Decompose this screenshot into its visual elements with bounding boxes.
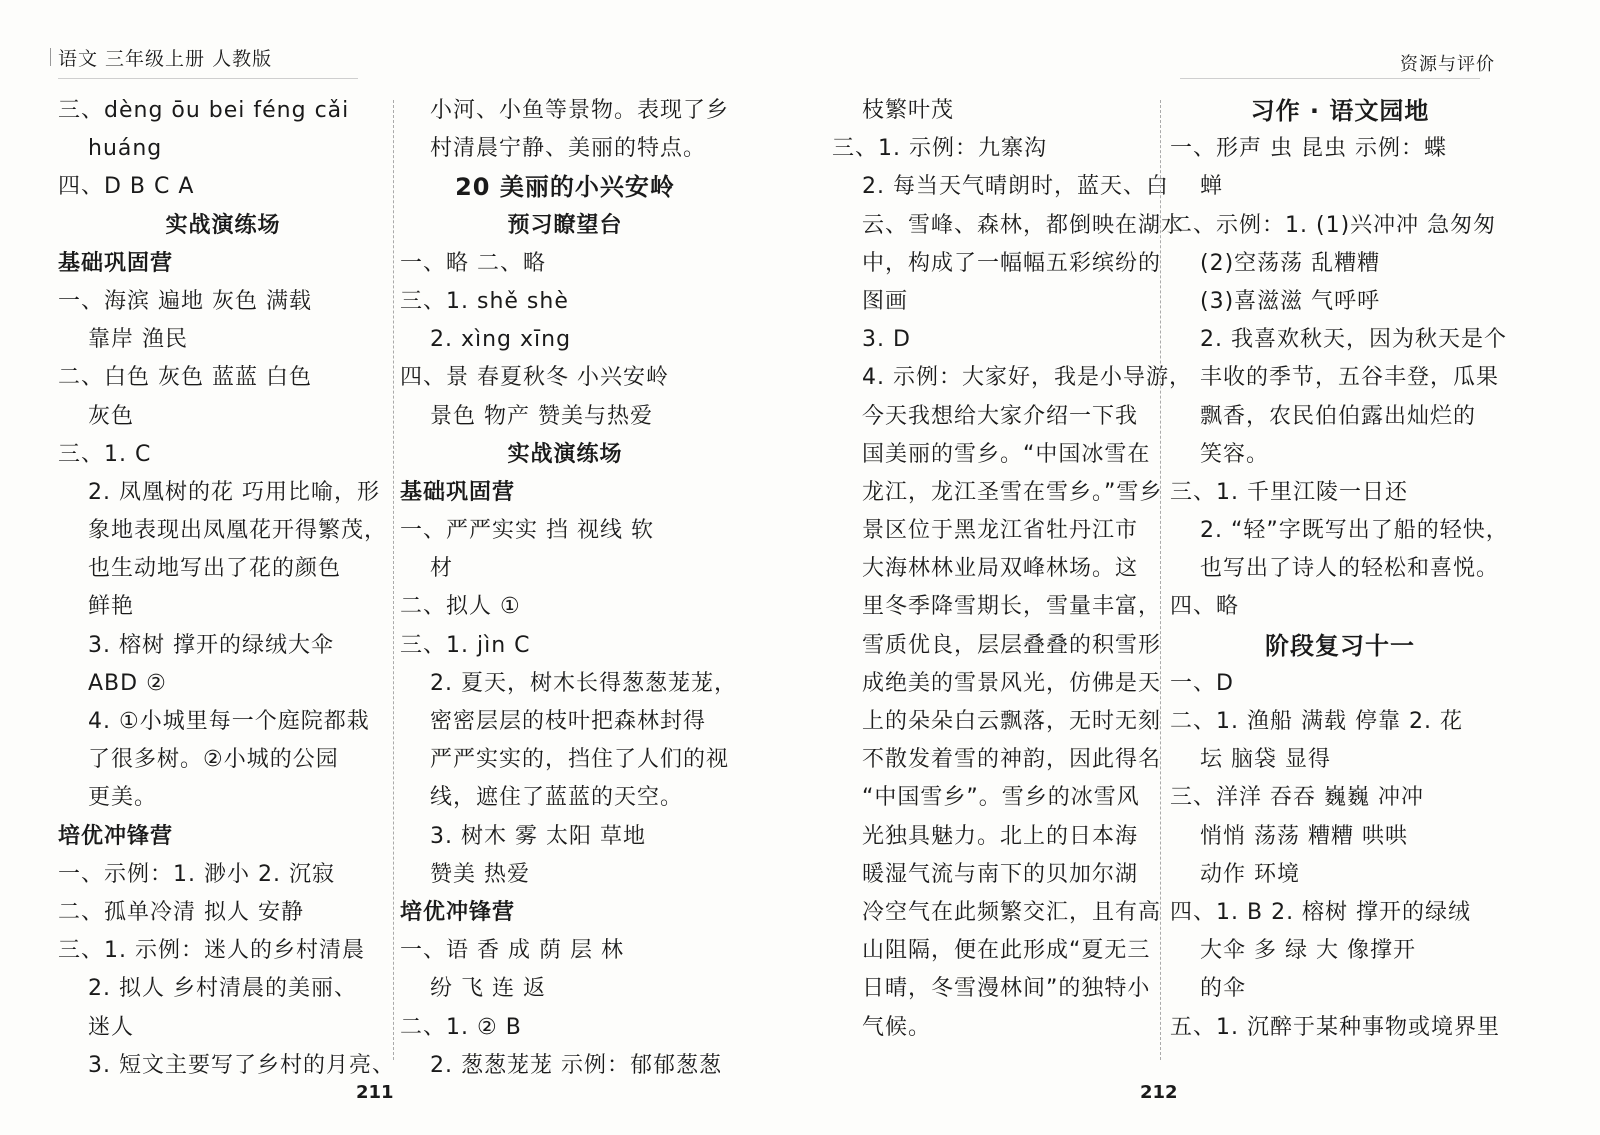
answer-line: 小河、小鱼等景物。表现了乡 [430,98,730,123]
answer-line: 4. 示例：大家好，我是小导游， [862,365,1192,391]
answer-line: 鲜艳 [88,594,135,620]
answer-line: 三、1. 千里江陵一日还 [1170,479,1408,505]
book-title-text: 语文 三年级上册 人教版 [58,48,273,70]
answer-line: 4. ①小城里每一个庭院都栽 [88,709,370,734]
subsection-heading: 基础巩固营 [58,250,174,276]
answer-line: 赞美 热爱 [430,861,530,887]
answer-line: 二、白色 灰色 蓝蓝 白色 [58,365,312,391]
answer-line: ABD ② [88,670,167,696]
answer-line: 二、孤单冷清 拟人 安静 [58,899,304,925]
answer-line: 丰收的季节，五谷丰登，瓜果 [1200,365,1500,391]
answer-line: 灰色 [88,403,135,429]
answer-line: 国美丽的雪乡。“中国冰雪在 [862,441,1151,467]
answer-line: 气候。 [862,1014,932,1040]
answer-line: 2. 每当天气晴朗时，蓝天、白 [862,174,1169,200]
answer-column-4 [1170,92,1510,1047]
answer-line: 三、洋洋 吞吞 巍巍 冲冲 [1170,785,1424,811]
section-heading: 预习瞭望台 [507,212,623,238]
answer-line: 飘香，农民伯伯露出灿烂的 [1200,403,1477,429]
subsection-heading: 培优冲锋营 [58,823,174,849]
answer-line: (2)空荡荡 乱糟糟 [1200,250,1381,276]
answer-line: 3. 榕树 撑开的绿绒大伞 [88,632,334,658]
answer-line: 一、形声 虫 昆虫 示例：蝶 [1170,136,1447,162]
column-divider [1160,100,1161,1060]
answer-line: 3. 短文主要写了乡村的月亮、 [88,1052,395,1078]
answer-line: 二、示例：1. (1)兴冲冲 急匆匆 [1170,212,1497,238]
answer-line: 三、1. jìn C [400,632,531,658]
answer-line: 密密层层的枝叶把森林封得 [430,709,707,734]
section-heading: 习作 · 语文园地 [1250,97,1430,125]
header-bar [50,48,51,66]
book-title [58,44,272,71]
answer-line: 也写出了诗人的轻松和喜悦。 [1200,556,1500,582]
answer-line: 冷空气在此频繁交汇，且有高 [862,899,1162,925]
answer-line: 中，构成了一幅幅五彩缤纷的 [862,250,1162,276]
answer-line: 二、1. 渔船 满载 停靠 2. 花 [1170,709,1463,734]
answer-line: 线，遮住了蓝蓝的天空。 [430,785,684,811]
answer-line: 云、雪峰、森林，都倒映在湖水 [862,212,1185,238]
answer-line: 2. 我喜欢秋天，因为秋天是个 [1200,327,1507,353]
answer-line: 一、海滨 遍地 灰色 满载 [58,288,312,314]
answer-line: 上的朵朵白云飘落，无时无刻 [862,709,1162,734]
answer-line: 一、示例：1. 渺小 2. 沉寂 [58,861,335,887]
answer-line: 迷人 [88,1014,135,1040]
answer-line: 雪质优良，层层叠叠的积雪形 [862,632,1162,658]
answer-line: 严严实实的，挡住了人们的视 [430,747,730,773]
section-heading: 阶段复习十一 [1265,631,1415,660]
series-title: 资源与评价 [1400,54,1495,75]
answer-line: 2. 夏天，树木长得葱葱茏茏， [430,670,737,696]
answer-line: 龙江，龙江圣雪在雪乡。”雪乡 [862,479,1163,505]
answer-line: 成绝美的雪景风光，仿佛是天 [862,670,1162,696]
answer-line: 坛 脑袋 显得 [1200,747,1331,773]
subsection-heading: 基础巩固营 [400,479,516,505]
answer-line: 象地表现出凤凰花开得繁茂， [88,518,388,544]
answer-line: 三、1. 示例：迷人的乡村清晨 [58,938,365,964]
column-divider [393,100,394,1060]
answer-line: 三、1. C [58,441,152,467]
answer-line: 2. 凤凰树的花 巧用比喻，形 [88,479,380,505]
answer-line: 村清晨宁静、美丽的特点。 [430,136,707,162]
answer-line: 三、1. shě shè [400,288,569,314]
answer-line: 四、D B C A [58,174,195,200]
answer-line: 大海林林业局双峰林场。这 [862,556,1139,582]
answer-line: 景色 物产 赞美与热爱 [430,403,653,429]
page-number-left: 211 [356,1082,394,1103]
answer-line: 四、略 [1170,594,1240,620]
answer-line: 日晴，冬雪漫林间”的独特小 [862,976,1151,1002]
answer-line: 动作 环境 [1200,861,1300,887]
answer-line: 二、拟人 ① [400,594,521,620]
answer-line: 2. 拟人 乡村清晨的美丽、 [88,976,357,1002]
answer-line: 也生动地写出了花的颜色 [88,556,342,582]
answer-line: huáng [88,136,163,162]
answer-column-3 [832,92,1192,1047]
answer-line: 蝉 [1200,174,1224,200]
answer-line: 3. D [862,327,911,353]
answer-line: 四、景 春夏秋冬 小兴安岭 [400,365,669,391]
answer-line: (3)喜滋滋 气呼呼 [1200,288,1381,314]
answer-line: 五、1. 沉醉于某种事物或境界里 [1170,1014,1500,1040]
answer-line: 三、1. 示例：九寨沟 [832,136,1047,162]
answer-line: 笑容。 [1200,441,1270,467]
page-number-right: 212 [1140,1082,1178,1103]
section-heading: 实战演练场 [507,441,623,467]
answer-line: 2. xìng xīng [430,327,572,353]
answer-line: 2. 葱葱茏茏 示例：郁郁葱葱 [430,1052,722,1078]
answer-line: 暖湿气流与南下的贝加尔湖 [862,861,1139,887]
answer-line: 悄悄 荡荡 糟糟 哄哄 [1200,823,1408,849]
answer-column-2 [400,92,737,1085]
answer-line: 2. “轻”字既写出了船的轻快， [1200,518,1509,544]
header-rule-left [58,78,358,79]
answer-line: 图画 [862,288,909,314]
answer-line: 里冬季降雪期长，雪量丰富， [862,594,1162,620]
answer-line: 光独具魅力。北上的日本海 [862,823,1139,849]
answer-column-1 [58,92,395,1085]
answer-line: 一、语 香 成 荫 层 林 [400,938,624,964]
answer-line: 一、D [1170,670,1234,696]
answer-line: 景区位于黑龙江省牡丹江市 [862,518,1139,544]
subsection-heading: 培优冲锋营 [400,899,516,925]
answer-line: 3. 树木 雾 太阳 草地 [430,823,646,849]
answer-line: 材 [430,556,454,582]
answer-line: 靠岸 渔民 [88,327,188,353]
answer-line: 了很多树。②小城的公园 [88,747,339,773]
header-rule-right [1180,78,1480,79]
answer-line: 二、1. ② B [400,1014,522,1040]
section-heading: 实战演练场 [165,212,281,238]
answer-line: 的伞 [1200,976,1247,1002]
answer-line: 山阻隔，便在此形成“夏无三 [862,938,1151,964]
answer-line: “中国雪乡”。雪乡的冰雪风 [862,785,1140,811]
answer-line: 四、1. B 2. 榕树 撑开的绿绒 [1170,899,1472,925]
lesson-title: 20 美丽的小兴安岭 [455,173,675,202]
answer-line: 更美。 [88,785,158,811]
answer-line: 三、dèng ōu bei féng cǎi [58,98,350,123]
answer-line: 纷 飞 连 返 [430,976,546,1002]
answer-line: 今天我想给大家介绍一下我 [862,403,1139,429]
answer-line: 一、略 二、略 [400,250,546,276]
answer-line: 大伞 多 绿 大 像撑开 [1200,938,1416,964]
answer-line: 不散发着雪的神韵，因此得名 [862,747,1162,773]
answer-line: 枝繁叶茂 [862,98,955,123]
answer-line: 一、严严实实 挡 视线 软 [400,518,654,544]
